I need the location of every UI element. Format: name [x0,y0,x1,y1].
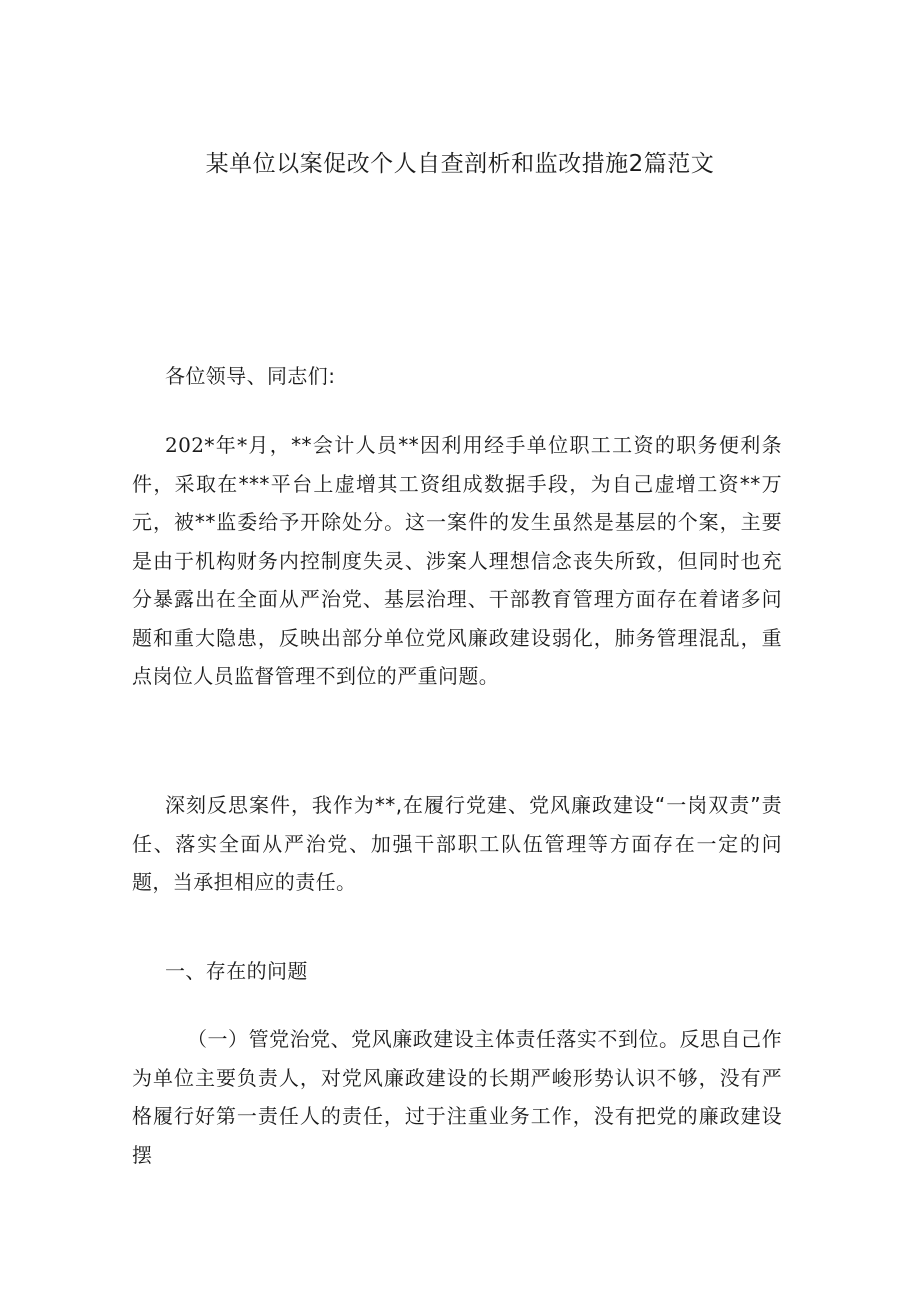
salutation: 各位领导、同志们: [165,364,336,388]
case-paragraph-text: **会计人员**因利用经手单位职工工资的职务便利条件，采取在***平台上虚增其工资组成数据手段，为自己虚增工资**万元，被**监委给予开除处分。这一案件的发生虽然是基层的个案，主要是由于机构财务内控制度失灵、涉案人理想信念丧失所致，但同时也充分暴露出在全面从严治党、基层治理、干部教育管理方面存在着诸多问题和重大隐患，反映出部分单位党风廉政建设弱化，肺务管理混乱，重点岗位人员监督管理不到位的严重问题。 [132,433,783,688]
section-heading: 一、存在的问题 [165,959,308,983]
document-title: 某单位以案促改个人自查剖析和监改措施2篇范文 [205,151,715,177]
reflection-paragraph: 深刻反思案件，我作为**,在履行党建、党风廉政建设“一岗双责”责任、落实全面从严治党、加强干部职工队伍管理等方面存在一定的问题，当承担相应的责任。 [132,793,782,894]
problem-1-paragraph: （一）管党治党、党风廉政建设主体责任落实不到位。反思自己作为单位主要负责人，对党风廉政建设的长期严峻形势认识不够，没有严格履行好第一责任人的责任，过于注重业务工作，没有把党的廉政建设摆 [132,1027,782,1167]
case-paragraph [132,426,782,696]
case-paragraph-date: 202*年*月， [165,433,292,457]
